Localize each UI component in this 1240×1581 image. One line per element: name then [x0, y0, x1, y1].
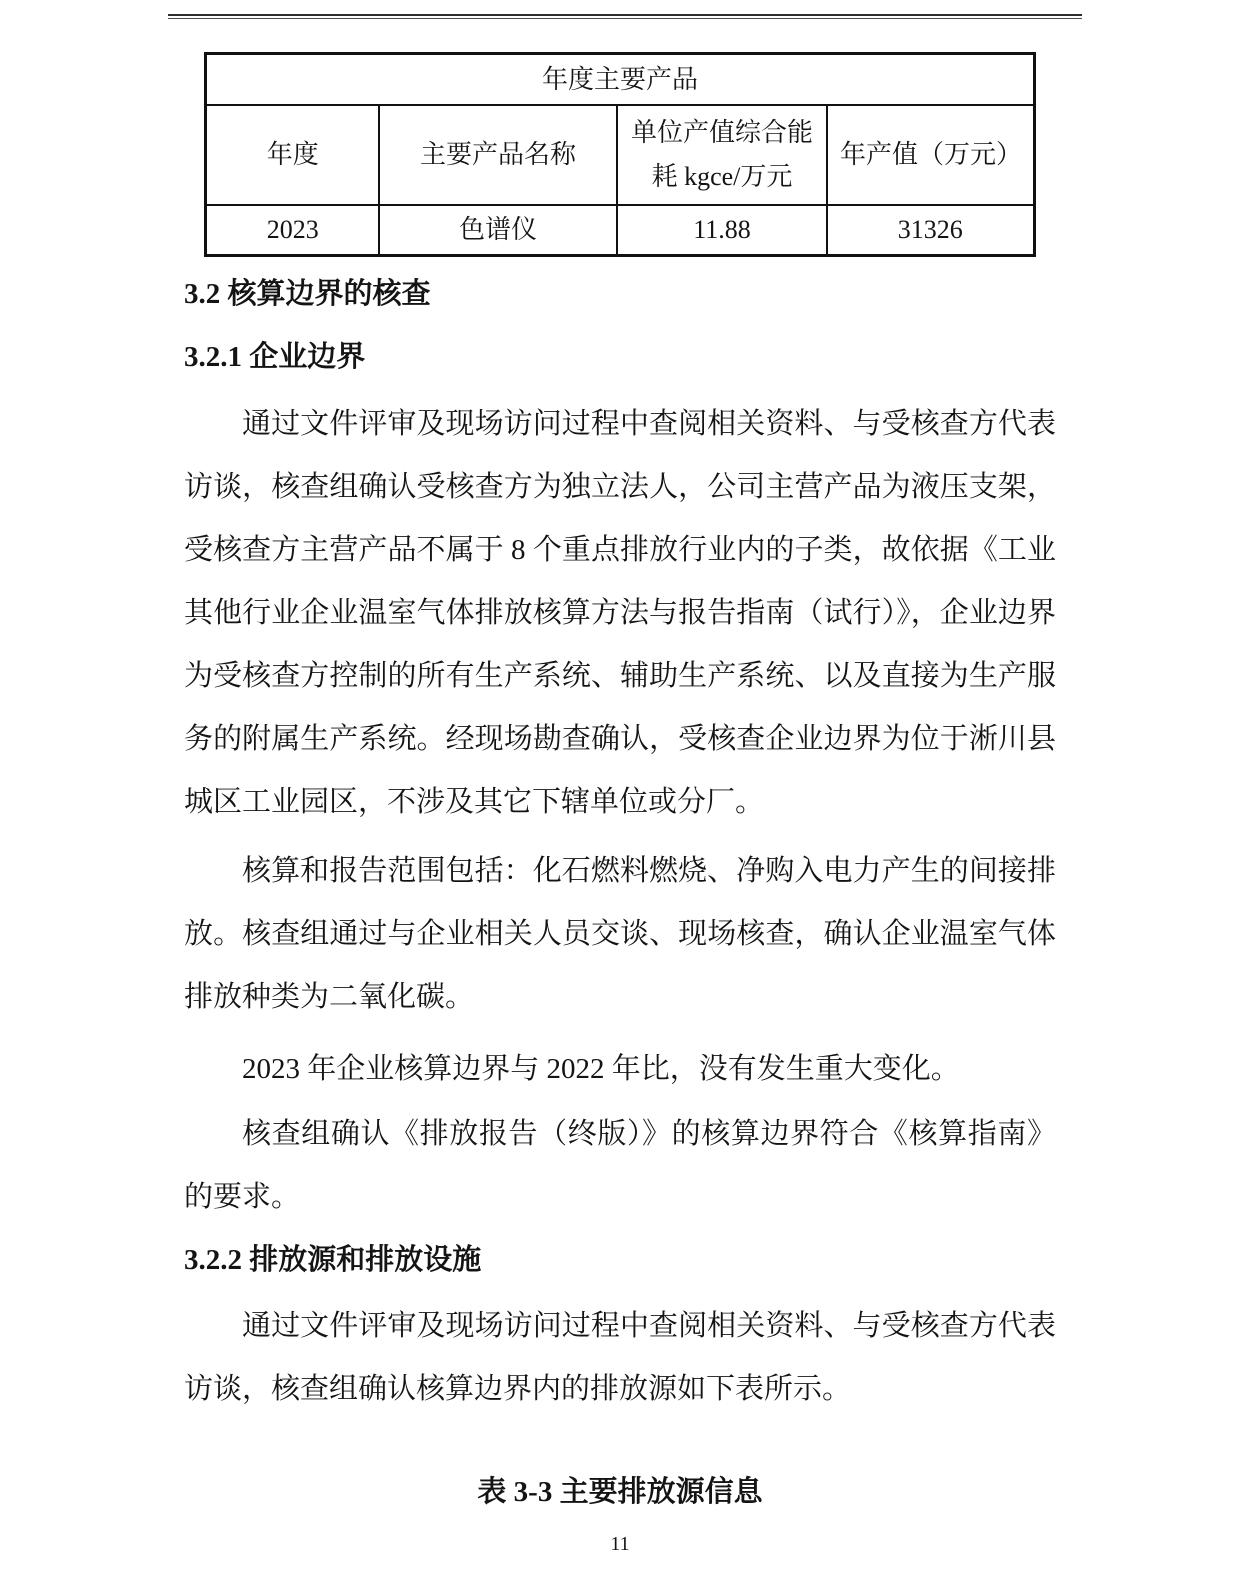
document-page [0, 14, 1240, 1559]
cell-energy-consumption: 11.88 [617, 205, 827, 256]
page-content [184, 52, 1056, 1559]
paragraph-enterprise-boundary-1: 通过文件评审及现场访问过程中查阅相关资料、与受核查方代表访谈，核查组确认受核查方为独立法人，公司主营产品为液压支架，受核查方主营产品不属于 8 个重点排放行业内的子类，故依据《工业其他行业企业温室气体排放核算方法与报告指南（试行）》，企业边界为受核查方控制的所有生产系统、辅助生产系统、以及直接为生产服务的附属生产系统。经现场勘查确认，受核查企业边界为位于淅川县城区工业园区，不涉及其它下辖单位或分厂。 [184, 408, 1056, 818]
cell-product-name: 色谱仪 [379, 205, 617, 256]
table-title-row [206, 54, 1034, 106]
column-header-year: 年度 [206, 105, 379, 205]
table-header-row [206, 105, 1034, 205]
table-data-row [206, 205, 1034, 256]
page-header-rule [168, 14, 1082, 19]
paragraph-emission-sources-1: 通过文件评审及现场访问过程中查阅相关资料、与受核查方代表访谈，核查组确认核算边界内的排放源如下表所示。 [184, 1310, 1056, 1405]
cell-year: 2023 [206, 205, 379, 256]
section-heading-3-2-2: 3.2.2 排放源和排放设施 [184, 1244, 482, 1276]
annual-products-table [204, 52, 1035, 257]
section-heading-3-2: 3.2 核算边界的核查 [184, 278, 431, 310]
paragraph-enterprise-boundary-2: 核算和报告范围包括：化石燃料燃烧、净购入电力产生的间接排放。核查组通过与企业相关人员交谈、现场核查，确认企业温室气体排放种类为二氧化碳。 [184, 855, 1056, 1013]
table-3-3-caption: 表 3-3 主要排放源信息 [477, 1476, 763, 1508]
table-title: 年度主要产品 [206, 54, 1034, 106]
paragraph-enterprise-boundary-4: 核查组确认《排放报告（终版）》的核算边界符合《核算指南》的要求。 [184, 1118, 1056, 1213]
column-header-product-name: 主要产品名称 [379, 105, 617, 205]
page-number: 11 [610, 1533, 630, 1555]
column-header-energy-consumption: 单位产值综合能耗 kgce/万元 [617, 105, 827, 205]
column-header-annual-output: 年产值（万元） [827, 105, 1034, 205]
cell-annual-output: 31326 [827, 205, 1034, 256]
section-heading-3-2-1: 3.2.1 企业边界 [184, 341, 366, 373]
paragraph-enterprise-boundary-3: 2023 年企业核算边界与 2022 年比，没有发生重大变化。 [242, 1053, 960, 1085]
